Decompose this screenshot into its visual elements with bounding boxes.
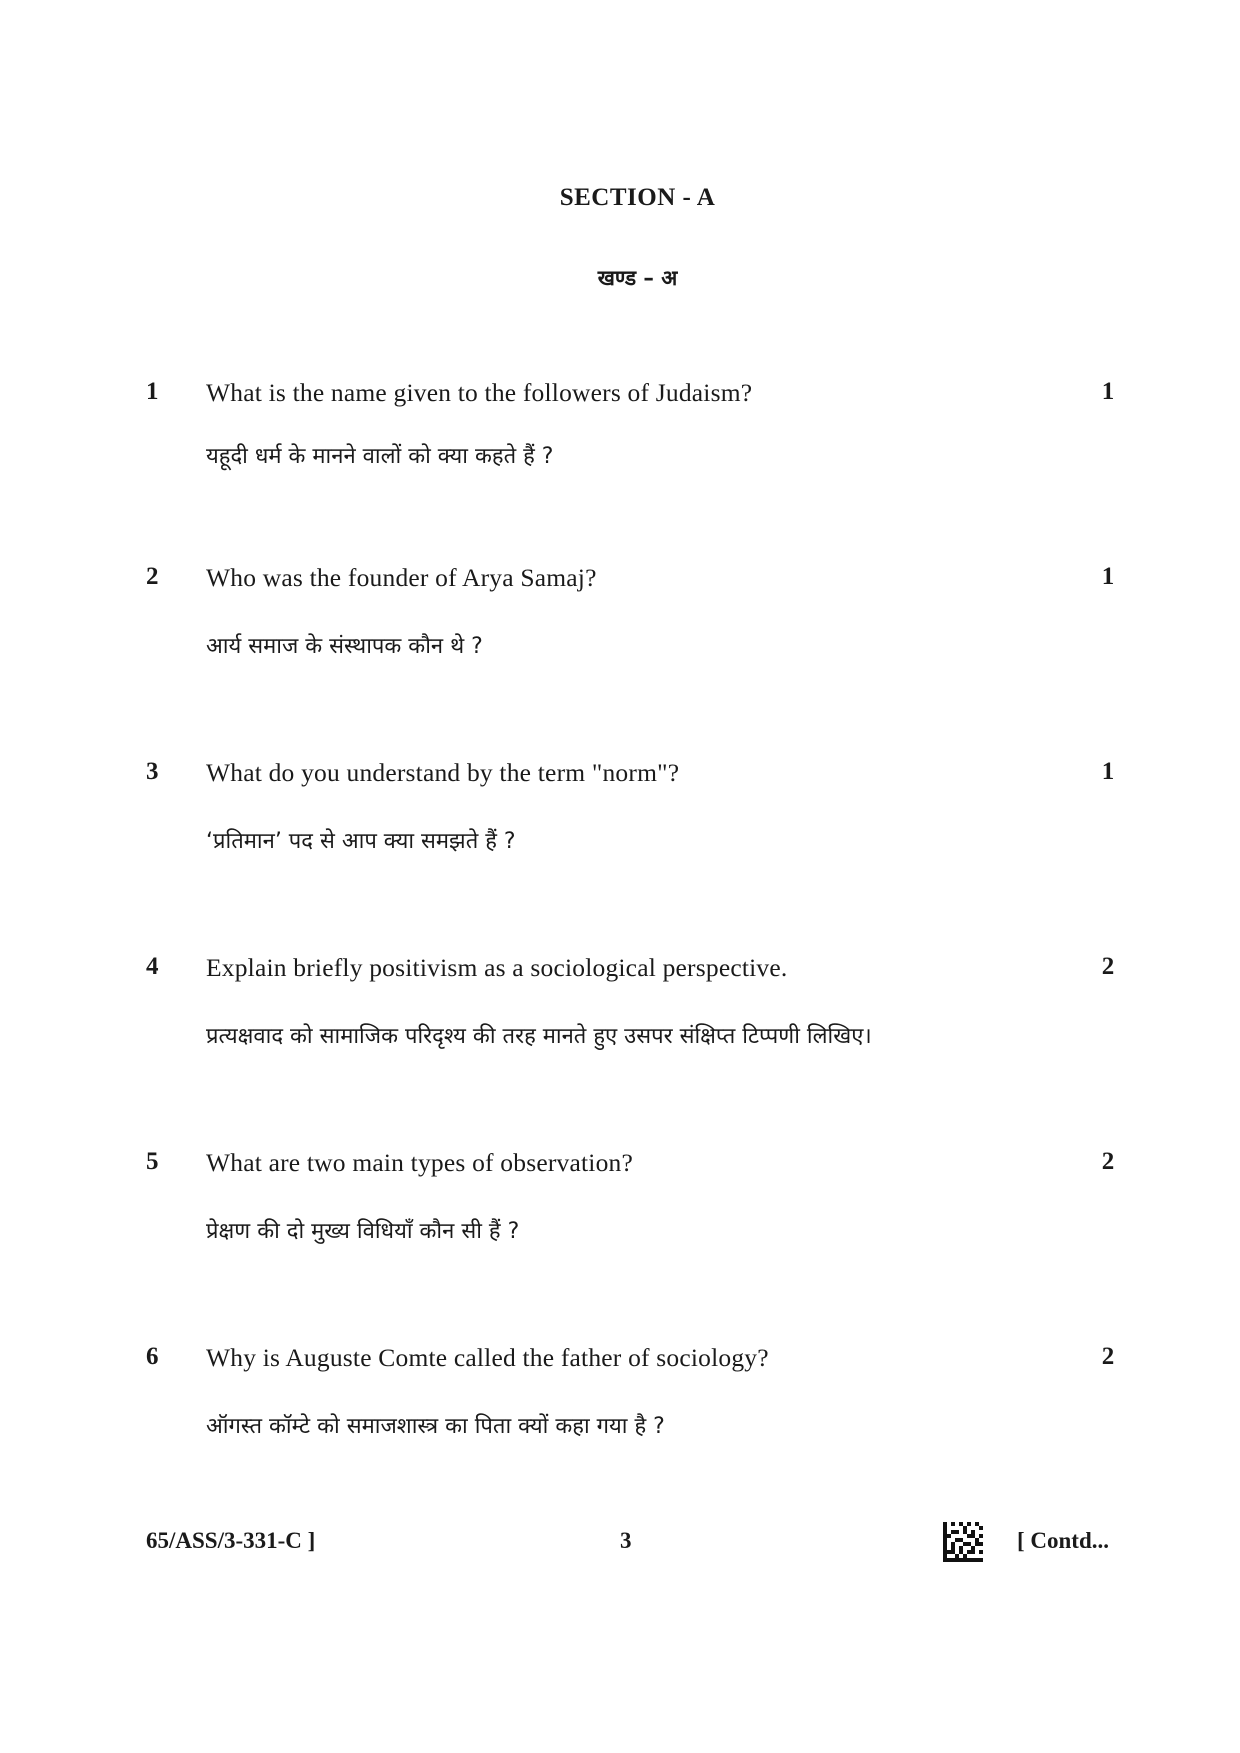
question-text-hindi: आर्य समाज के संस्थापक कौन थे ? xyxy=(206,634,483,659)
question-text-hindi: यहूदी धर्म के मानने वालों को क्या कहते हैं ? xyxy=(206,444,554,469)
continued-label: [ Contd... xyxy=(1017,1528,1110,1553)
question-number: 2 xyxy=(146,563,159,590)
question-number: 4 xyxy=(146,953,159,980)
question-text-english: What are two main types of observation? xyxy=(206,1148,633,1177)
page-number: 3 xyxy=(620,1528,632,1553)
paper-code: 65/ASS/3-331-C ] xyxy=(146,1528,316,1553)
question-text-english: What do you understand by the term "norm"? xyxy=(206,758,680,787)
question-2 xyxy=(0,563,1240,713)
question-marks: 2 xyxy=(1101,953,1115,980)
question-number: 3 xyxy=(146,758,159,785)
question-text-english: Explain briefly positivism as a sociological perspective. xyxy=(206,953,788,982)
question-marks: 1 xyxy=(1101,563,1115,590)
question-text-english: What is the name given to the followers of Judaism? xyxy=(206,378,753,407)
question-number: 6 xyxy=(146,1343,159,1370)
question-text-hindi: ‘प्रतिमान’ पद से आप क्या समझते हैं ? xyxy=(206,829,516,854)
question-marks: 2 xyxy=(1101,1343,1115,1370)
question-text-hindi: प्रेक्षण की दो मुख्य विधियाँ कौन सी हैं ? xyxy=(206,1219,520,1244)
question-1 xyxy=(0,378,1240,528)
question-text-hindi: ऑगस्त कॉम्टे को समाजशास्त्र का पिता क्यों कहा गया है ? xyxy=(206,1414,665,1439)
question-marks: 2 xyxy=(1101,1148,1115,1175)
question-text-hindi: प्रत्यक्षवाद को सामाजिक परिदृश्य की तरह मानते हुए उसपर संक्षिप्त टिप्पणी लिखिए। xyxy=(206,1024,872,1049)
question-text-english: Why is Auguste Comte called the father of sociology? xyxy=(206,1343,769,1372)
qr-code-icon xyxy=(943,1522,983,1562)
question-3 xyxy=(0,758,1240,908)
section-title-hindi: खण्ड – अ xyxy=(597,266,678,290)
question-number: 5 xyxy=(146,1148,159,1175)
page-footer xyxy=(0,1528,1240,1568)
question-text-english: Who was the founder of Arya Samaj? xyxy=(206,563,597,592)
question-marks: 1 xyxy=(1101,758,1115,785)
question-4 xyxy=(0,953,1240,1103)
question-marks: 1 xyxy=(1101,378,1115,405)
question-number: 1 xyxy=(146,378,159,405)
section-title: SECTION - A xyxy=(559,184,716,211)
question-5 xyxy=(0,1148,1240,1298)
question-6 xyxy=(0,1343,1240,1493)
